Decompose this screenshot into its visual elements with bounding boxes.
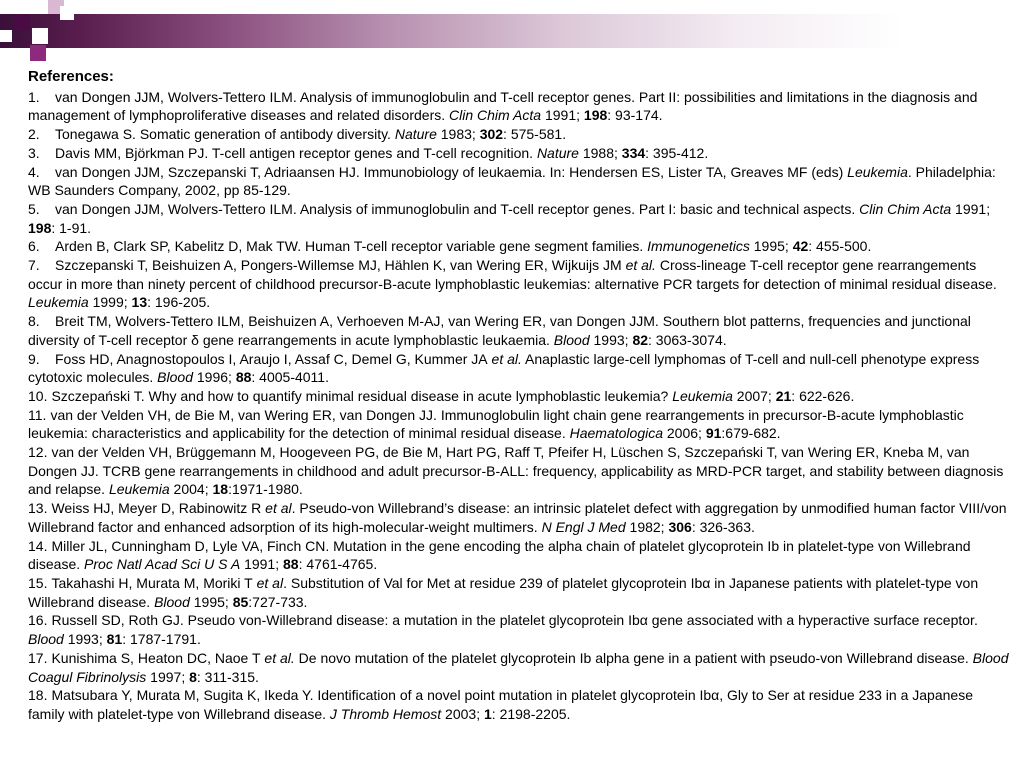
decorative-square	[14, 14, 30, 30]
decorative-square	[30, 45, 46, 61]
reference-number: 15.	[28, 574, 48, 591]
reference-title: De novo mutation of the platelet glycoprotein Ib alpha gene in a patient with pseudo-von Willebrand disease.	[294, 649, 969, 666]
reference-number: 4.	[28, 163, 40, 180]
reference-year: 1995;	[749, 238, 793, 255]
reference-journal: Clin Chim Acta	[449, 107, 542, 124]
reference-pages: : 622-626.	[791, 387, 855, 404]
reference-journal: Blood	[154, 593, 190, 610]
reference-item	[28, 537, 1012, 574]
reference-text: Weiss HJ, Meyer D, Rabinowitz R	[51, 500, 262, 517]
reference-text: Arden B, Clark SP, Kabelitz D, Mak TW. Human T-cell receptor variable gene segment families.	[55, 238, 644, 255]
reference-year: 1983;	[436, 126, 480, 143]
reference-et-al: et al.	[260, 649, 295, 666]
reference-volume: 85	[232, 593, 249, 610]
reference-item	[28, 144, 1012, 163]
reference-pages: : 4761-4765.	[298, 556, 378, 573]
reference-text: Szczepański T. Why and how to quantify minimal residual disease in acute lymphoblastic leukemia?	[51, 387, 669, 404]
reference-title: . Pseudo-von Willebrand’s disease: an intrinsic platelet defect with aggregation by unmodified human factor VIII/von Willebrand factor and enhanced adsorption of its high-molecular-weight multimers.	[28, 500, 1007, 535]
reference-volume: 88	[235, 369, 252, 386]
reference-title: Cross-lineage T-cell receptor gene rearrangements occur in more than ninety percent of childhood precursor-B-acute lymphoblastic leukemias: alternative PCR targets for detection of minimal residual disease.	[28, 257, 997, 292]
reference-volume: 91	[705, 425, 722, 442]
reference-item	[28, 574, 1012, 611]
reference-number: 6.	[28, 238, 40, 255]
reference-volume: 8	[189, 668, 197, 685]
reference-journal: Haematologica	[569, 425, 663, 442]
decorative-square	[60, 6, 74, 20]
reference-title: Anaplastic large-cell lymphomas of T-cell and null-cell phenotype express cytotoxic molecules.	[28, 350, 980, 386]
reference-item	[28, 237, 1012, 256]
reference-year: 1991;	[240, 556, 284, 573]
reference-item	[28, 200, 1012, 237]
reference-year: 1993;	[589, 331, 633, 348]
reference-text: van Dongen JJM, Wolvers-Tettero ILM. Analysis of immunoglobulin and T-cell receptor genes. Part I: basic and technical aspects.	[55, 200, 856, 217]
reference-text: Russell SD, Roth GJ. Pseudo von-Willebrand disease: a mutation in the platelet glycoprotein Ibα gene associated with a hyperactive surface receptor.	[51, 612, 978, 629]
reference-pages: : 395-412.	[645, 144, 709, 161]
reference-year: 2007;	[732, 387, 776, 404]
reference-text: Takahashi H, Murata M, Moriki T	[51, 574, 253, 591]
decorative-square	[32, 28, 48, 44]
reference-volume: 302	[479, 126, 504, 143]
reference-number: 1.	[28, 88, 40, 105]
reference-journal: Clin Chim Acta	[859, 200, 952, 217]
reference-et-al: et al.	[621, 257, 656, 274]
reference-year: 1997;	[146, 668, 190, 685]
reference-et-al: et al	[261, 500, 292, 517]
reference-text: Tonegawa S. Somatic generation of antibody diversity.	[55, 126, 391, 143]
reference-pages: : 1-91.	[51, 219, 92, 236]
reference-pages: :727-733.	[248, 593, 308, 610]
reference-year: 2006;	[663, 425, 706, 442]
reference-journal: Blood	[553, 331, 590, 348]
reference-journal: N Engl J Med	[541, 518, 626, 535]
reference-journal: Leukemia	[28, 294, 89, 311]
reference-pages: : 196-205.	[147, 294, 211, 311]
reference-journal: Leukemia	[108, 481, 170, 498]
reference-text: Davis MM, Björkman PJ. T-cell antigen receptor genes and T-cell recognition.	[55, 144, 534, 161]
reference-journal: Blood	[157, 369, 193, 386]
reference-text: Breit TM, Wolvers-Tettero ILM, Beishuizen A, Verhoeven M-AJ, van Wering ER, van Dongen JJM. Southern blot patterns, frequencies and junctional diversity of T-cell receptor δ gene rearrangements in acute lymphoblastic leukaemia.	[28, 313, 971, 348]
reference-pages: : 2198-2205.	[491, 705, 571, 722]
reference-item	[28, 499, 1012, 536]
reference-journal: Leukemia	[672, 387, 733, 404]
reference-number: 9.	[28, 350, 40, 367]
reference-text: Foss HD, Anagnostopoulos I, Araujo I, Assaf C, Demel G, Kummer JA	[55, 350, 488, 367]
reference-volume: 18	[212, 481, 229, 498]
reference-volume: 198	[28, 219, 52, 236]
decorative-square	[0, 0, 14, 14]
reference-number: 12.	[28, 444, 48, 461]
reference-text: Matsubara Y, Murata M, Sugita K, Ikeda Y. Identification of a novel point mutation in platelet glycoprotein Ibα, Gly to Ser at residue 233 in a Japanese family with platelet-type von Willebrand disease.	[28, 687, 973, 722]
reference-number: 3.	[28, 144, 40, 161]
reference-year: 1988;	[578, 144, 622, 161]
reference-year: 1982;	[625, 518, 669, 535]
reference-item	[28, 649, 1012, 686]
reference-pages: : 4005-4011.	[251, 369, 329, 386]
reference-text: van der Velden VH, de Bie M, van Wering ER, van Dongen JJ. Immunoglobulin light chain gene rearrangements in precursor-B-acute lymphoblastic leukemia: characteristics and applicability for the detection of minimal residual disease.	[28, 406, 964, 442]
reference-pages: :1971-1980.	[228, 481, 303, 498]
reference-volume: 198	[583, 107, 608, 124]
reference-number: 5.	[28, 200, 40, 217]
reference-text: van Dongen JJM, Szczepanski T, Adriaansen HJ. Immunobiology of leukaemia. In: Hendersen ES, Lister TA, Greaves MF (eds)	[55, 163, 844, 180]
reference-number: 2.	[28, 126, 40, 143]
reference-volume: 42	[792, 238, 809, 255]
reference-volume: 1	[484, 705, 492, 722]
header-gradient-band	[0, 14, 1024, 48]
reference-item	[28, 256, 1012, 312]
reference-number: 18.	[28, 687, 48, 704]
reference-number: 17.	[28, 649, 48, 666]
reference-volume: 334	[621, 144, 646, 161]
reference-volume: 21	[775, 387, 792, 404]
reference-volume: 306	[668, 518, 692, 535]
references-section	[28, 68, 1012, 724]
reference-year: 1991;	[951, 200, 991, 217]
reference-journal: Nature	[536, 144, 579, 161]
reference-et-al: et al.	[487, 350, 522, 367]
reference-text: van der Velden VH, Brüggemann M, Hoogeveen PG, de Bie M, Hart PG, Raff T, Pfeifer H, Lüschen S, Szczepański T, van Wering ER, Kneba M, van Dongen JJ. TCRB gene rearrangements in childhood and adult precursor-B-ALL: frequency, applicability as MRD-PCR target, and stability between diagnosis and relapse.	[28, 444, 1004, 498]
reference-pages: : 455-500.	[808, 238, 872, 255]
reference-year: 1993;	[63, 631, 107, 648]
reference-item	[28, 312, 1012, 349]
reference-journal: J Thromb Hemost	[329, 705, 442, 722]
reference-item	[28, 125, 1012, 144]
references-heading: References:	[28, 68, 114, 85]
reference-item	[28, 163, 1012, 200]
reference-year: . Philadelphia: WB Saunders Company, 2002, pp 85-129.	[28, 163, 996, 199]
reference-item	[28, 406, 1012, 443]
reference-pages: : 311-315.	[196, 668, 259, 685]
reference-pages: : 326-363.	[691, 518, 755, 535]
reference-pages: : 3063-3074.	[648, 331, 727, 348]
reference-text: van Dongen JJM, Wolvers-Tettero ILM. Analysis of immunoglobulin and T-cell receptor genes. Part II: possibilities and limitations in the diagnosis and management of lymphoproliferative diseases and related disorders.	[28, 88, 978, 124]
reference-journal: Blood Coagul Fibrinolysis	[28, 649, 1009, 685]
reference-volume: 88	[283, 556, 299, 573]
reference-journal: Leukemia	[847, 163, 908, 180]
reference-journal: Proc Natl Acad Sci U S A	[84, 556, 241, 573]
reference-list	[28, 88, 1012, 724]
reference-pages: : 1787-1791.	[122, 631, 201, 648]
reference-item	[28, 611, 1012, 648]
reference-et-al: et al	[252, 574, 284, 591]
reference-year: 2003;	[441, 705, 484, 722]
reference-number: 13.	[28, 500, 48, 517]
reference-pages: : 93-174.	[607, 107, 663, 124]
reference-year: 1991;	[541, 107, 584, 124]
decorative-square	[0, 30, 12, 42]
reference-item	[28, 686, 1012, 723]
reference-number: 7.	[28, 257, 40, 274]
reference-text: Miller JL, Cunningham D, Lyle VA, Finch CN. Mutation in the gene encoding the alpha chain of platelet glycoprotein Ib in platelet-type von Willebrand disease.	[28, 537, 971, 573]
reference-journal: Immunogenetics	[647, 238, 750, 255]
reference-volume: 13	[131, 294, 148, 311]
reference-year: 1999;	[88, 294, 132, 311]
reference-text: Kunishima S, Heaton DC, Naoe T	[51, 649, 261, 666]
reference-number: 10.	[28, 387, 48, 404]
reference-journal: Blood	[28, 631, 64, 648]
reference-number: 8.	[28, 313, 40, 330]
reference-year: 2004;	[169, 481, 213, 498]
reference-title: . Substitution of Val for Met at residue 239 of platelet glycoprotein Ibα in Japanese patients with platelet-type von Willebrand disease.	[28, 574, 979, 610]
reference-year: 1996;	[192, 369, 236, 386]
reference-year: 1995;	[189, 593, 233, 610]
reference-item	[28, 443, 1012, 499]
reference-item	[28, 350, 1012, 387]
reference-number: 16.	[28, 612, 48, 629]
reference-text: Szczepanski T, Beishuizen A, Pongers-Willemse MJ, Hählen K, van Wering ER, Wijkuijs JM	[55, 257, 622, 274]
reference-volume: 81	[106, 631, 123, 648]
reference-item	[28, 88, 1012, 125]
reference-item	[28, 387, 1012, 406]
reference-pages: : 575-581.	[503, 126, 567, 143]
reference-volume: 82	[632, 331, 649, 348]
reference-number: 14.	[28, 537, 48, 554]
reference-journal: Nature	[394, 126, 437, 143]
reference-pages: :679-682.	[721, 425, 781, 442]
reference-number: 11.	[28, 406, 47, 423]
